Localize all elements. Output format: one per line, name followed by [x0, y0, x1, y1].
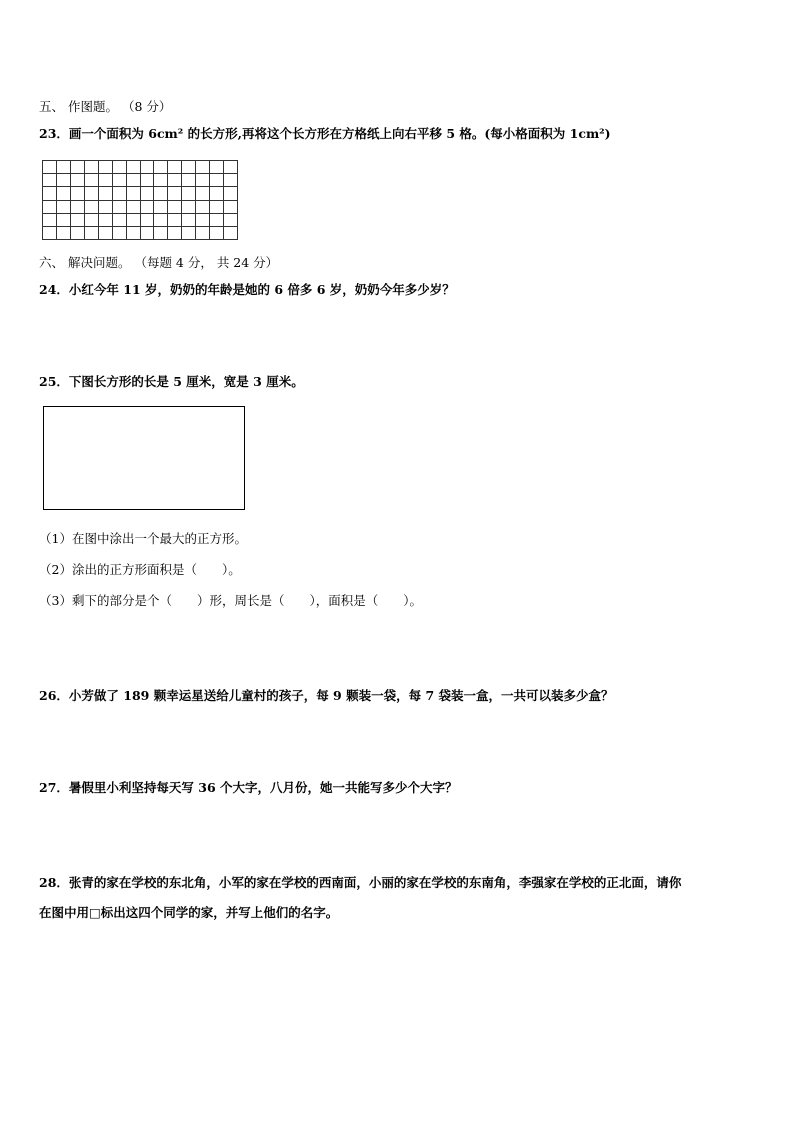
grid-cell — [141, 227, 155, 240]
grid-cell — [168, 201, 182, 214]
grid-cell — [182, 227, 196, 240]
grid-cell — [85, 187, 99, 200]
question-27: 27．暑假里小利坚持每天写 36 个大字，八月份，她一共能写多少个大字？ — [39, 780, 458, 795]
grid-cell — [127, 187, 141, 200]
grid-cell — [43, 201, 57, 214]
grid-cell — [224, 161, 238, 174]
grid-cell — [196, 227, 210, 240]
grid-cell — [224, 174, 238, 187]
grid-cell — [113, 227, 127, 240]
grid-cell — [99, 187, 113, 200]
grid-cell — [154, 187, 168, 200]
grid-cell — [210, 187, 224, 200]
grid-cell — [196, 187, 210, 200]
grid-cell — [154, 227, 168, 240]
section-6-title: 六、 解决问题。 （每题 4 分， 共 24 分） — [39, 255, 279, 270]
grid-cell — [154, 214, 168, 227]
grid-cell — [85, 201, 99, 214]
grid-cell — [43, 187, 57, 200]
grid-cell — [141, 174, 155, 187]
question-28-line-1: 28．张青的家在学校的东北角，小军的家在学校的西南面，小丽的家在学校的东南角，李强家在学校的正北面，请你 — [39, 875, 682, 890]
question-25-sub-3: （3）剩下的部分是个（ ）形，周长是（ ），面积是（ ）。 — [39, 593, 422, 608]
grid-cell — [196, 214, 210, 227]
section-5-title: 五、 作图题。 （8 分） — [39, 99, 172, 114]
grid-cell — [113, 174, 127, 187]
grid-cell — [224, 214, 238, 227]
grid-cell — [71, 214, 85, 227]
grid-cell — [127, 214, 141, 227]
rectangle-figure — [43, 406, 245, 510]
grid-cell — [127, 227, 141, 240]
grid-cell — [113, 161, 127, 174]
grid-cell — [141, 161, 155, 174]
grid-cell — [224, 227, 238, 240]
grid-cell — [113, 214, 127, 227]
grid-cell — [196, 161, 210, 174]
grid-cell — [182, 174, 196, 187]
grid-cell — [57, 201, 71, 214]
grid-cell — [154, 174, 168, 187]
grid-cell — [113, 201, 127, 214]
grid-cell — [99, 227, 113, 240]
grid-cell — [99, 161, 113, 174]
grid-cell — [141, 187, 155, 200]
grid-cell — [154, 161, 168, 174]
grid-cell — [57, 227, 71, 240]
grid-cell — [99, 214, 113, 227]
grid-cell — [182, 187, 196, 200]
grid-cell — [71, 201, 85, 214]
grid-cell — [168, 227, 182, 240]
grid-cell — [113, 187, 127, 200]
grid-cell — [127, 161, 141, 174]
grid-cell — [85, 227, 99, 240]
grid-cell — [85, 161, 99, 174]
grid-cell — [127, 201, 141, 214]
grid-cell — [43, 214, 57, 227]
grid-cell — [43, 174, 57, 187]
question-25-sub-2: （2）涂出的正方形面积是（ ）。 — [39, 562, 241, 577]
grid-cell — [182, 161, 196, 174]
grid-cell — [224, 187, 238, 200]
grid-cell — [182, 214, 196, 227]
grid-cell — [154, 201, 168, 214]
grid-cell — [71, 174, 85, 187]
grid-cell — [57, 214, 71, 227]
grid-cell — [85, 214, 99, 227]
grid-cell — [196, 174, 210, 187]
grid-cell — [168, 161, 182, 174]
grid-cell — [141, 214, 155, 227]
grid-cell — [224, 201, 238, 214]
grid-cell — [168, 187, 182, 200]
grid-cell — [71, 227, 85, 240]
grid-paper — [42, 160, 238, 240]
grid-cell — [141, 201, 155, 214]
grid-cell — [182, 201, 196, 214]
question-25-sub-1: （1）在图中涂出一个最大的正方形。 — [39, 531, 247, 546]
grid-cell — [210, 174, 224, 187]
grid-cell — [71, 187, 85, 200]
question-26: 26．小芳做了 189 颗幸运星送给儿童村的孩子，每 9 颗装一袋，每 7 袋装一盒，一共可以装多少盒？ — [39, 688, 614, 703]
grid-cell — [210, 161, 224, 174]
grid-cell — [210, 201, 224, 214]
question-25: 25．下图长方形的长是 5 厘米，宽是 3 厘米。 — [39, 374, 304, 389]
grid-cell — [57, 161, 71, 174]
question-23: 23．画一个面积为 6cm² 的长方形,再将这个长方形在方格纸上向右平移 5 格。(每小格面积为 1cm²) — [39, 126, 611, 141]
grid-cell — [99, 174, 113, 187]
grid-cell — [210, 214, 224, 227]
grid-cell — [210, 227, 224, 240]
grid-cell — [43, 227, 57, 240]
grid-cell — [99, 201, 113, 214]
grid-cell — [43, 161, 57, 174]
grid-cell — [71, 161, 85, 174]
grid-cell — [85, 174, 99, 187]
grid-cell — [168, 214, 182, 227]
grid-cell — [57, 187, 71, 200]
grid-cell — [168, 174, 182, 187]
question-28-line-2: 在图中用□标出这四个同学的家，并写上他们的名字。 — [39, 905, 339, 920]
question-24: 24．小红今年 11 岁，奶奶的年龄是她的 6 倍多 6 岁，奶奶今年多少岁？ — [39, 282, 455, 297]
grid-cell — [196, 201, 210, 214]
grid-cell — [57, 174, 71, 187]
grid-cell — [127, 174, 141, 187]
